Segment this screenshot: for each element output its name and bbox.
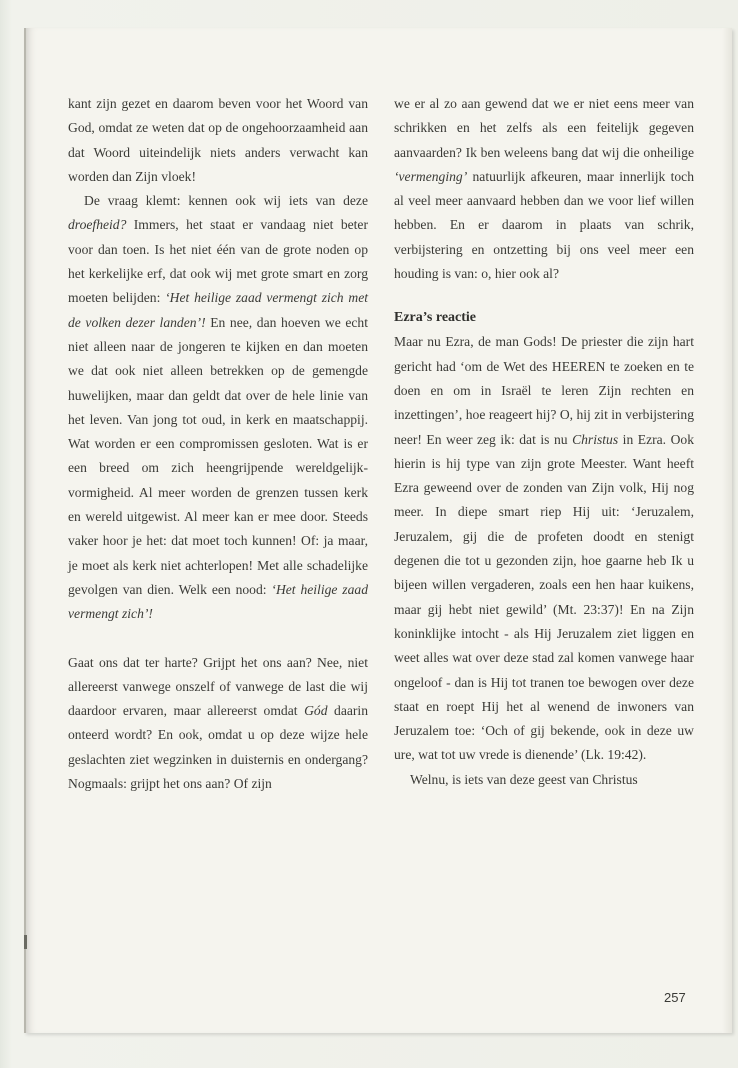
right-paragraph-1 <box>394 92 694 286</box>
italic-text-run: ‘vermenging’ <box>394 168 468 184</box>
margin-mark <box>24 935 27 949</box>
text-run: En nee, dan hoeven we echt niet alleen naar de jongeren te kijken en dan moeten we dat ook niet alleen betrekken op de gemengde huwelijken, maar dan geldt dat over de hele linie van het leven. Van jong tot oud, in kerk en maatschappij. Wat worden er een compromissen gesloten. Wat is er een breed om zich heengrijpende wereldgelijkvormigheid. Al meer worden de grenzen tussen kerk en wereld uitgewist. Al meer kan er mee door. Steeds vaker hoor je het: dat moet toch kunnen! Of: ja maar, je moet als kerk niet achterlopen! Met alle schadelijke gevolgen van dien. Welk een nood: <box>68 314 368 597</box>
left-paragraph-3 <box>68 651 368 797</box>
page-number: 257 <box>664 990 686 1005</box>
text-run: natuurlijk afkeuren, maar innerlijk toch al veel meer aanvaard hebben dan we voor lief willen hebben. En er daarom in plaats van schrik, verbijstering en ontzetting bij ons veel meer een houding is van: o, hier ook al? <box>394 168 694 282</box>
italic-text-run: ‘Het heilige zaad vermengt zich’! <box>68 581 368 622</box>
right-text-column <box>394 92 694 792</box>
text-run: De vraag klemt: kennen ook wij iets van deze <box>84 193 368 209</box>
left-paragraph-2 <box>68 189 368 626</box>
text-run: Immers, het staat er vandaag niet beter voor dan toen. Is het niet één van de grote noden op het kerkelijke erf, dat ook wij met grote smart en zorg moeten belijden: <box>68 217 368 306</box>
text-run: daarin onteerd wordt? En ook, omdat u op deze wijze hele geslachten ziet wegzinken in duisternis en ondergang? Nogmaals: grijpt het ons aan? Of zijn <box>68 703 368 792</box>
page-edge-shadow <box>722 28 732 1033</box>
section-heading: Ezra’s reactie <box>394 310 477 326</box>
text-run: Maar nu Ezra, de man Gods! De priester die zijn hart gericht had ‘om de Wet des HEEREN te zoeken en te doen en om in Israël te leren Zijn rechten en inzettingen’, hoe reageert hij? O, hij zit in verbijstering neer! En weer zeg ik: dat is nu <box>394 334 694 447</box>
italic-text-run: Christus <box>572 431 619 447</box>
text-run: Gaat ons dat ter harte? Grijpt het ons aan? Nee, niet allereerst vanwege onszelf of vanwege de last die wij daardoor ervaren, maar allereerst omdat <box>68 654 368 719</box>
italic-text-run: droefheid? <box>68 217 127 233</box>
italic-text-run: ‘Het heilige zaad vermengt zich met de volken dezer landen’! <box>68 290 369 330</box>
italic-text-run: Gód <box>304 703 328 719</box>
text-run: we er al zo aan gewend dat we er niet eens meer van schrikken en het zelfs als een feitelijk gegeven aanvaarden? Ik ben weleens bang dat wij die onheilige <box>394 96 694 160</box>
right-paragraph-2 <box>394 330 694 767</box>
text-run: in Ezra. Ook hierin is hij type van zijn grote Meester. Want heeft Ezra geweend over de zonden van Zijn volk, Hij nog meer. In diepe smart riep Hij uit: ‘Jeruzalem, Jeruzalem, gij die de profeten doodt en stenigt degenen die tot u gezonden zijn, hoe gaarne heb Ik u bijeen willen vergaderen, zoals een hen haar kuikens, maar gij hebt niet gewild’ (Mt. 23:37)! En na Zijn koninklijke intocht - als Hij Jeruzalem ziet liggen en weet alles wat over deze stad zal komen vanwege haar ongeloof - dan is Hij tot tranen toe bewogen over deze staat en roept Hij het al wenend de inwoners van Jeruzalem toe: ‘Och of gij bekende, ook in deze uw ure, wat tot uw vrede is dienende’ (Lk. 19:42). <box>394 431 694 763</box>
left-text-column <box>68 92 368 796</box>
left-paragraph-1: kant zijn gezet en daarom beven voor het Woord van God, omdat ze weten dat op de ongehoorzaamheid aan dat Woord uiteindelijk niets anders verwacht kan worden dan Zijn vloek! <box>68 96 368 184</box>
right-paragraph-3: Welnu, is iets van deze geest van Christus <box>410 771 638 787</box>
